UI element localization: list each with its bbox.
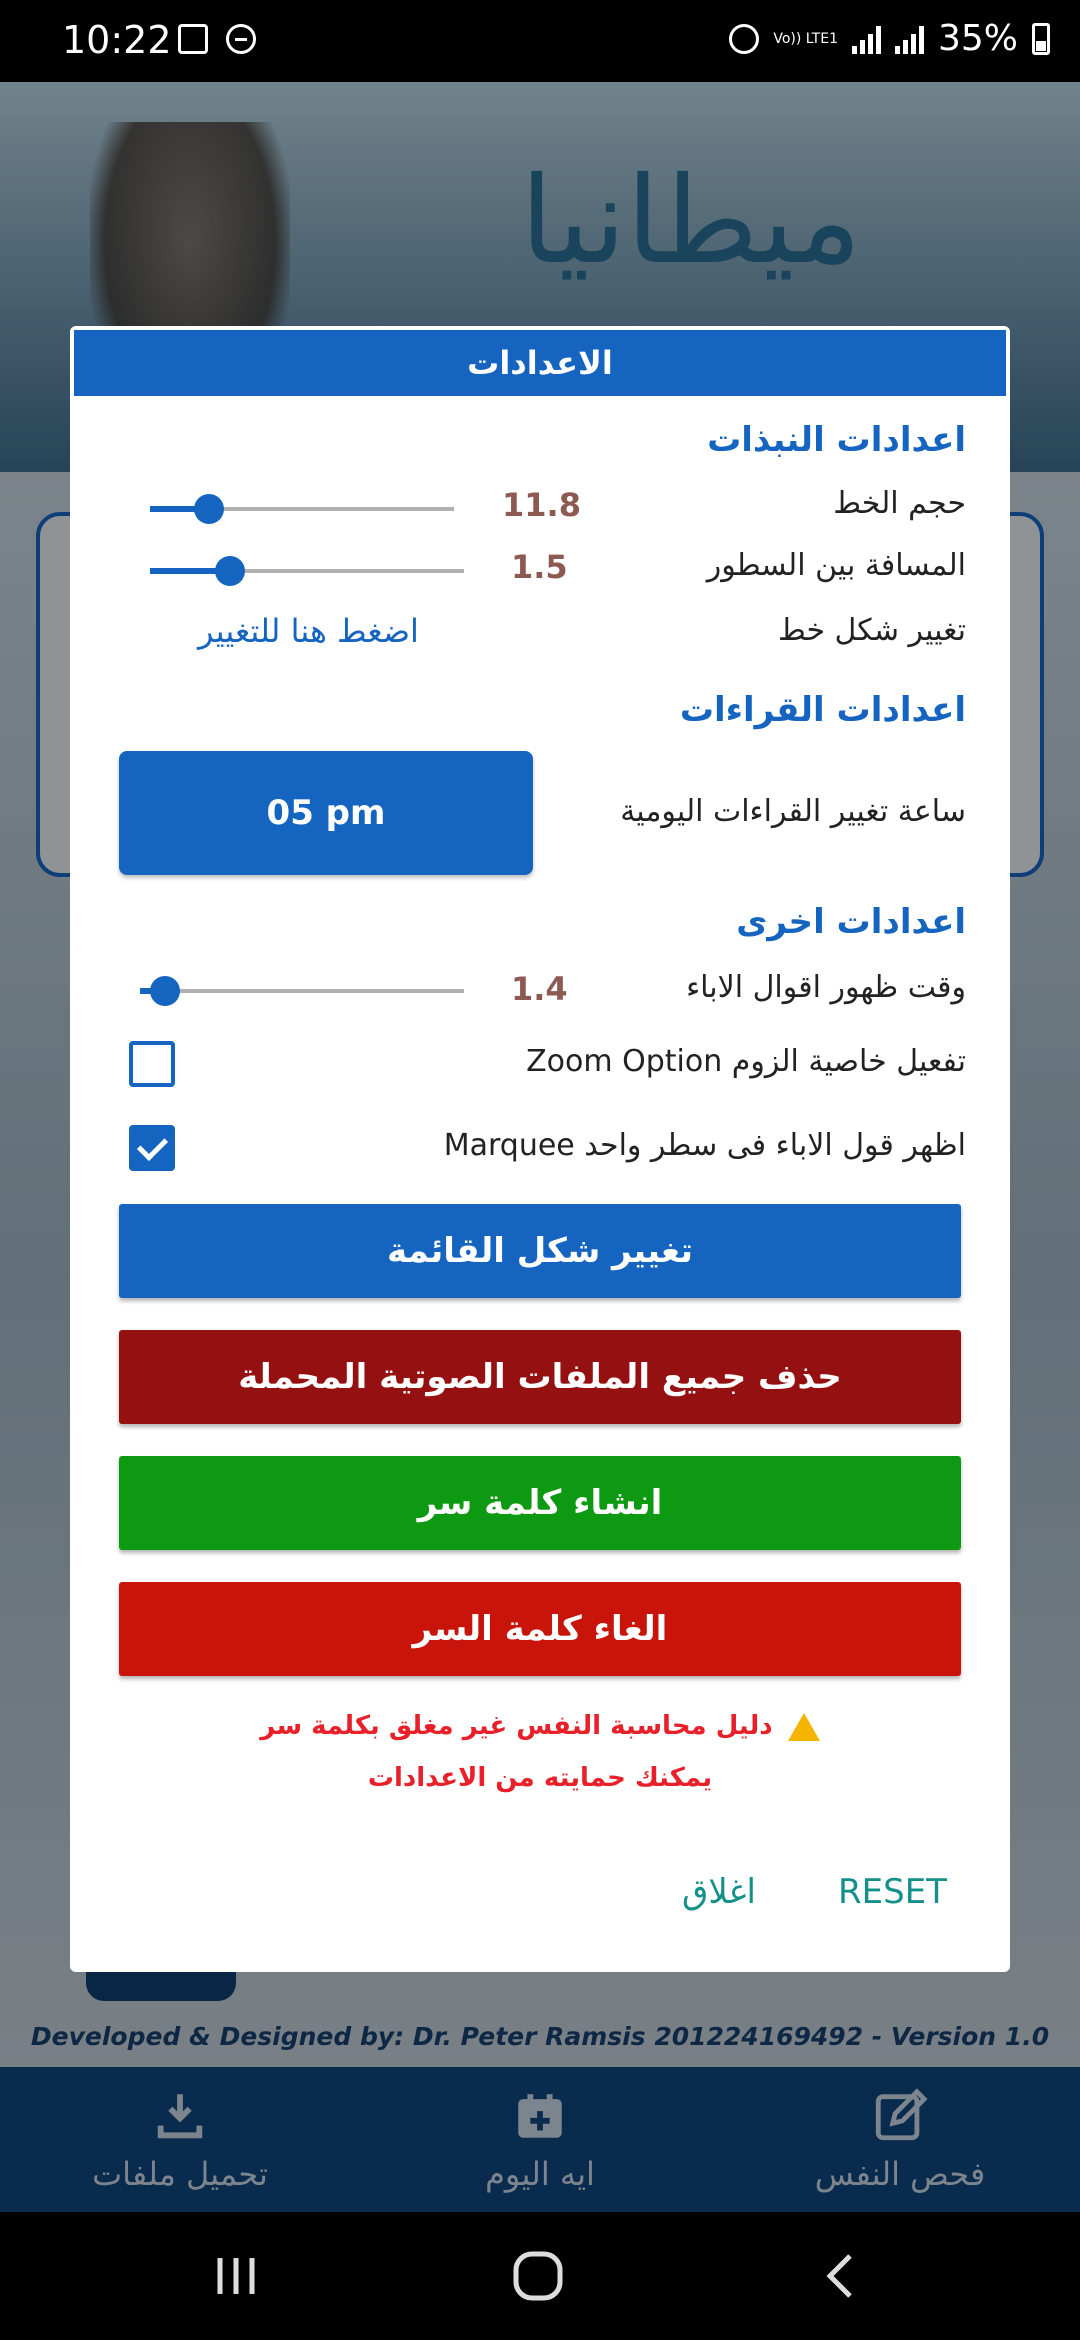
line-spacing-slider[interactable] <box>150 556 464 586</box>
battery-icon <box>1032 23 1050 55</box>
slider-thumb[interactable] <box>215 556 245 586</box>
marquee-label: اظهر قول الاباء فى سطر واحد Marquee <box>443 1128 966 1163</box>
battery-percentage: 35% <box>937 18 1018 59</box>
section-title-pulses: اعدادات النبذات <box>707 420 966 460</box>
warning-icon <box>788 1713 820 1741</box>
font-size-slider[interactable] <box>150 494 454 524</box>
font-size-value: 11.8 <box>502 486 581 524</box>
cancel-password-button[interactable]: الغاء كلمة السر <box>119 1582 961 1676</box>
readings-time-button[interactable]: 05 pm <box>119 751 533 875</box>
nav-label-verse-of-day: ايه اليوم <box>485 2154 595 2193</box>
slider-thumb[interactable] <box>150 976 180 1006</box>
marquee-checkbox[interactable] <box>129 1125 175 1171</box>
zoom-option-label: تفعيل خاصية الزوم Zoom Option <box>526 1044 966 1079</box>
app-logo: ميطانيا <box>520 152 862 291</box>
zoom-option-checkbox[interactable] <box>129 1041 175 1087</box>
recent-apps-icon[interactable] <box>206 2246 266 2306</box>
system-navigation-bar <box>0 2212 1080 2340</box>
nav-label-download: تحميل ملفات <box>92 2154 268 2193</box>
dialog-title: الاعدادات <box>74 330 1006 396</box>
do-not-disturb-icon <box>226 24 256 54</box>
create-password-button[interactable]: انشاء كلمة سر <box>119 1456 961 1550</box>
change-font-link[interactable]: اضغط هنا للتغيير <box>198 612 419 650</box>
settings-dialog <box>70 326 1010 1972</box>
status-bar <box>0 0 1080 82</box>
status-system-icons <box>729 18 1050 59</box>
status-time: 10:22 <box>62 18 172 62</box>
slider-thumb[interactable] <box>194 494 224 524</box>
font-shape-label: تغيير شكل خط <box>778 613 966 648</box>
signal-icon <box>852 24 881 54</box>
home-icon[interactable] <box>508 2246 568 2306</box>
reset-button[interactable]: RESET <box>838 1872 947 1912</box>
sayings-time-label: وقت ظهور اقوال الاباء <box>686 970 966 1005</box>
change-list-shape-button[interactable]: تغيير شكل القائمة <box>119 1204 961 1298</box>
font-size-label: حجم الخط <box>833 486 966 521</box>
volte-icon: Vo)) LTE1 <box>773 30 838 47</box>
developer-credit: Developed & Designed by: Dr. Peter Ramsis 201224169492 - Version 1.0 <box>30 2022 1050 2051</box>
status-notification-icons <box>178 24 256 54</box>
close-button[interactable]: اغلاق <box>682 1872 756 1912</box>
sayings-time-slider[interactable] <box>140 976 464 1006</box>
line-spacing-label: المسافة بين السطور <box>706 548 966 583</box>
delete-audio-files-button[interactable]: حذف جميع الملفات الصوتية المحملة <box>119 1330 961 1424</box>
section-title-readings: اعدادات القراءات <box>679 690 966 730</box>
sayings-time-value: 1.4 <box>511 970 568 1008</box>
back-icon[interactable] <box>812 2246 872 2306</box>
password-warning-line2: يمكنك حمايته من الاعدادات <box>367 1763 713 1793</box>
nav-label-self-examination: فحص النفس <box>814 2154 986 2193</box>
slider-track <box>140 989 464 993</box>
warning-text-1: دليل محاسبة النفس غير مغلق بكلمة سر <box>260 1711 773 1741</box>
section-title-other: اعدادات اخرى <box>736 902 966 942</box>
signal-icon-2 <box>895 24 924 54</box>
line-spacing-value: 1.5 <box>511 548 568 586</box>
readings-time-label: ساعة تغيير القراءات اليومية <box>620 794 966 829</box>
password-warning-line1 <box>70 1711 1010 1741</box>
gallery-icon <box>178 24 208 54</box>
alarm-icon <box>729 24 759 54</box>
